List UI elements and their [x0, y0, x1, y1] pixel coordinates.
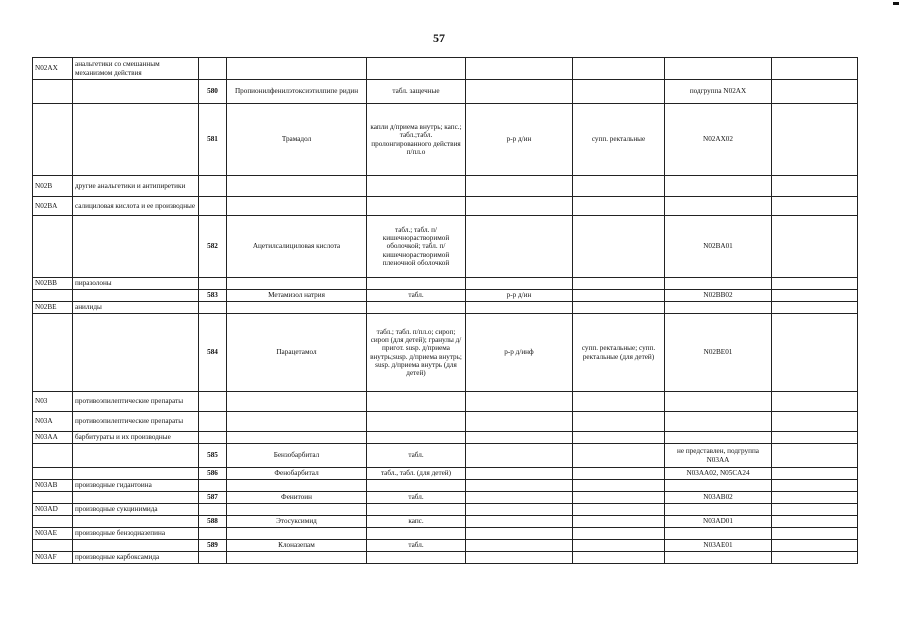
table-cell-dosage-form	[367, 432, 466, 444]
table-cell-code	[33, 80, 73, 104]
table-cell-other-form	[573, 80, 665, 104]
table-cell-empty	[772, 412, 858, 432]
table-cell-empty	[772, 432, 858, 444]
table-cell-other-form	[573, 468, 665, 480]
table-cell-code: N03	[33, 392, 73, 412]
table-cell-code: N02BA	[33, 197, 73, 216]
table-cell-injection-form	[466, 468, 573, 480]
table-cell-code: N03AB	[33, 480, 73, 492]
table-cell-group-name	[73, 444, 199, 468]
table-cell-drug-name	[227, 302, 367, 314]
table-cell-empty	[772, 216, 858, 278]
table-cell-dosage-form	[367, 552, 466, 564]
table-cell-number: 589	[199, 540, 227, 552]
table-cell-group-name: салициловая кислота и ее производные	[73, 197, 199, 216]
table-row	[33, 504, 858, 516]
table-cell-code	[33, 314, 73, 392]
table-cell-number	[199, 176, 227, 197]
table-row	[33, 290, 858, 302]
table-cell-number	[199, 197, 227, 216]
table-cell-dosage-form	[367, 480, 466, 492]
table-cell-atc-code: N03AB02	[665, 492, 772, 504]
table-cell-code	[33, 104, 73, 176]
table-row	[33, 216, 858, 278]
table-cell-drug-name	[227, 278, 367, 290]
table-cell-dosage-form	[367, 197, 466, 216]
table-cell-empty	[772, 104, 858, 176]
table-cell-injection-form	[466, 528, 573, 540]
table-cell-atc-code: подгруппа N02AX	[665, 80, 772, 104]
table-cell-number: 585	[199, 444, 227, 468]
table-cell-empty	[772, 516, 858, 528]
table-cell-group-name: другие анальгетики и антипиретики	[73, 176, 199, 197]
table-cell-drug-name	[227, 197, 367, 216]
table-row	[33, 412, 858, 432]
page-number: 57	[433, 31, 445, 45]
table-cell-drug-name	[227, 480, 367, 492]
table-row	[33, 104, 858, 176]
table-cell-code: N02BE	[33, 302, 73, 314]
table-cell-injection-form	[466, 516, 573, 528]
table-cell-number	[199, 412, 227, 432]
table-cell-drug-name	[227, 432, 367, 444]
table-cell-empty	[772, 197, 858, 216]
table-cell-injection-form	[466, 444, 573, 468]
table-cell-drug-name: Трамадол	[227, 104, 367, 176]
table-cell-group-name	[73, 290, 199, 302]
table-cell-injection-form	[466, 278, 573, 290]
table-row	[33, 392, 858, 412]
table-cell-other-form	[573, 540, 665, 552]
table-cell-empty	[772, 528, 858, 540]
table-cell-dosage-form: капли д/приема внутрь; капс.; табл.;табл. пролонгированного действия п/пл.о	[367, 104, 466, 176]
table-cell-empty	[772, 314, 858, 392]
table-cell-number	[199, 58, 227, 80]
table-cell-other-form	[573, 432, 665, 444]
table-cell-dosage-form	[367, 412, 466, 432]
table-cell-group-name: противоэпилептические препараты	[73, 412, 199, 432]
table-cell-other-form	[573, 492, 665, 504]
table-cell-code	[33, 290, 73, 302]
table-cell-number	[199, 432, 227, 444]
table-cell-drug-name	[227, 58, 367, 80]
table-cell-injection-form	[466, 504, 573, 516]
table-cell-dosage-form	[367, 278, 466, 290]
table-cell-empty	[772, 302, 858, 314]
table-row	[33, 432, 858, 444]
table-cell-other-form	[573, 58, 665, 80]
table-cell-dosage-form	[367, 302, 466, 314]
table-cell-other-form	[573, 552, 665, 564]
table-cell-other-form: супп. ректальные; супп. ректальные (для детей)	[573, 314, 665, 392]
table-cell-other-form	[573, 412, 665, 432]
table-cell-injection-form	[466, 80, 573, 104]
table-cell-drug-name: Пропионилфенилэтоксиэтилпипе ридин	[227, 80, 367, 104]
table-cell-atc-code	[665, 480, 772, 492]
table-cell-injection-form	[466, 197, 573, 216]
table-cell-atc-code: N02AX02	[665, 104, 772, 176]
table-cell-empty	[772, 552, 858, 564]
table-cell-dosage-form: табл., табл. (для детей)	[367, 468, 466, 480]
table-cell-drug-name: Парацетамол	[227, 314, 367, 392]
drug-table	[32, 57, 858, 564]
table-cell-dosage-form	[367, 504, 466, 516]
table-cell-atc-code	[665, 278, 772, 290]
table-cell-drug-name: Бензобарбитал	[227, 444, 367, 468]
table-row	[33, 444, 858, 468]
table-cell-other-form	[573, 392, 665, 412]
table-cell-atc-code	[665, 412, 772, 432]
table-cell-dosage-form: табл.	[367, 290, 466, 302]
table-cell-drug-name	[227, 504, 367, 516]
table-cell-empty	[772, 392, 858, 412]
table-cell-group-name: производные сукцинимида	[73, 504, 199, 516]
table-cell-empty	[772, 444, 858, 468]
table-row	[33, 176, 858, 197]
table-cell-dosage-form: табл.; табл. п/кишечнорастворимой оболочкой; табл. п/кишечнорастворимой пленочной оболочкой	[367, 216, 466, 278]
table-cell-group-name: барбитураты и их производные	[73, 432, 199, 444]
table-cell-other-form	[573, 528, 665, 540]
table-cell-atc-code: не представлен, подгруппа N03AA	[665, 444, 772, 468]
table-cell-other-form	[573, 480, 665, 492]
table-cell-number: 580	[199, 80, 227, 104]
table-cell-injection-form	[466, 540, 573, 552]
table-cell-group-name: производные гидантоина	[73, 480, 199, 492]
table-cell-other-form	[573, 444, 665, 468]
table-cell-dosage-form	[367, 392, 466, 412]
table-cell-dosage-form	[367, 58, 466, 80]
table-cell-injection-form	[466, 392, 573, 412]
table-cell-group-name: производные карбоксамида	[73, 552, 199, 564]
table-cell-group-name	[73, 492, 199, 504]
table-cell-number	[199, 480, 227, 492]
table-cell-dosage-form: табл.	[367, 444, 466, 468]
table-cell-other-form	[573, 516, 665, 528]
table-cell-group-name: анилиды	[73, 302, 199, 314]
table-cell-atc-code	[665, 58, 772, 80]
table-cell-code: N02BB	[33, 278, 73, 290]
table-cell-code	[33, 492, 73, 504]
table-cell-dosage-form: табл.	[367, 540, 466, 552]
table-cell-atc-code	[665, 432, 772, 444]
table-row	[33, 314, 858, 392]
table-cell-dosage-form: табл. защечные	[367, 80, 466, 104]
table-cell-other-form	[573, 216, 665, 278]
table-cell-group-name: пиразолоны	[73, 278, 199, 290]
table-cell-other-form	[573, 278, 665, 290]
table-cell-drug-name: Этосуксимид	[227, 516, 367, 528]
table-cell-number: 584	[199, 314, 227, 392]
table-cell-number	[199, 552, 227, 564]
table-cell-drug-name	[227, 412, 367, 432]
table-cell-drug-name: Фенитоин	[227, 492, 367, 504]
table-cell-group-name: анальгетики со смешанным механизмом действия	[73, 58, 199, 80]
table-cell-injection-form	[466, 480, 573, 492]
table-cell-dosage-form	[367, 528, 466, 540]
scan-mark	[893, 2, 899, 5]
table-cell-number: 586	[199, 468, 227, 480]
table-cell-drug-name: Метамизол натрия	[227, 290, 367, 302]
table-cell-number: 583	[199, 290, 227, 302]
table-cell-injection-form: р-р д/ин	[466, 104, 573, 176]
table-cell-atc-code: N03AE01	[665, 540, 772, 552]
table-cell-injection-form	[466, 176, 573, 197]
table-cell-empty	[772, 468, 858, 480]
table-cell-number	[199, 504, 227, 516]
table-cell-number	[199, 302, 227, 314]
table-cell-other-form	[573, 176, 665, 197]
table-row	[33, 80, 858, 104]
table-cell-code: N03AF	[33, 552, 73, 564]
table-cell-atc-code	[665, 176, 772, 197]
table-cell-number: 581	[199, 104, 227, 176]
table-cell-drug-name: Фенобарбитал	[227, 468, 367, 480]
table-cell-empty	[772, 540, 858, 552]
table-cell-atc-code: N03AD01	[665, 516, 772, 528]
table-cell-empty	[772, 58, 858, 80]
table-row	[33, 58, 858, 80]
table-cell-group-name	[73, 104, 199, 176]
table-cell-atc-code: N02BE01	[665, 314, 772, 392]
table-cell-group-name: противоэпилептические препараты	[73, 392, 199, 412]
table-cell-number: 588	[199, 516, 227, 528]
table-row	[33, 278, 858, 290]
table-cell-empty	[772, 480, 858, 492]
table-cell-empty	[772, 80, 858, 104]
table-cell-group-name: производные бензодиазепина	[73, 528, 199, 540]
table-cell-group-name	[73, 80, 199, 104]
table-cell-atc-code	[665, 197, 772, 216]
table-cell-injection-form	[466, 216, 573, 278]
table-cell-code	[33, 468, 73, 480]
table-cell-empty	[772, 278, 858, 290]
table-row	[33, 528, 858, 540]
table-cell-code: N03AE	[33, 528, 73, 540]
table-cell-empty	[772, 290, 858, 302]
table-cell-empty	[772, 504, 858, 516]
table-cell-drug-name: Клоназепам	[227, 540, 367, 552]
table-cell-empty	[772, 492, 858, 504]
table-cell-group-name	[73, 314, 199, 392]
table-cell-group-name	[73, 216, 199, 278]
table-cell-other-form: супп. ректальные	[573, 104, 665, 176]
table-cell-injection-form	[466, 432, 573, 444]
table-cell-drug-name	[227, 552, 367, 564]
table-cell-injection-form	[466, 492, 573, 504]
table-cell-injection-form: р-р д/инф	[466, 314, 573, 392]
table-row	[33, 468, 858, 480]
table-cell-code: N03A	[33, 412, 73, 432]
table-cell-code: N02AX	[33, 58, 73, 80]
table-row	[33, 197, 858, 216]
table-cell-dosage-form: табл.	[367, 492, 466, 504]
table-cell-code: N02B	[33, 176, 73, 197]
table-cell-injection-form	[466, 58, 573, 80]
table-cell-code: N03AA	[33, 432, 73, 444]
table-cell-number	[199, 528, 227, 540]
table-cell-group-name	[73, 468, 199, 480]
table-cell-code	[33, 216, 73, 278]
table-cell-injection-form	[466, 302, 573, 314]
table-cell-empty	[772, 176, 858, 197]
table-row	[33, 516, 858, 528]
table-row	[33, 302, 858, 314]
table-cell-code: N03AD	[33, 504, 73, 516]
table-cell-atc-code	[665, 392, 772, 412]
table-cell-other-form	[573, 290, 665, 302]
table-cell-group-name	[73, 516, 199, 528]
table-cell-other-form	[573, 504, 665, 516]
table-cell-atc-code: N03AA02, N05CA24	[665, 468, 772, 480]
table-cell-injection-form	[466, 552, 573, 564]
table-cell-drug-name	[227, 528, 367, 540]
table-cell-number: 582	[199, 216, 227, 278]
table-cell-dosage-form	[367, 176, 466, 197]
table-row	[33, 552, 858, 564]
table-cell-atc-code	[665, 552, 772, 564]
table-cell-code	[33, 444, 73, 468]
table-cell-atc-code: N02BA01	[665, 216, 772, 278]
table-cell-atc-code	[665, 302, 772, 314]
table-cell-number	[199, 278, 227, 290]
table-cell-other-form	[573, 197, 665, 216]
table-cell-injection-form	[466, 412, 573, 432]
table-cell-dosage-form: табл.; табл. п/пл.о; сироп; сироп (для детей); гранулы д/пригот. susp. д/приема внутрь;susp. д/приема внутрь; susp. д/приема внутрь (для детей)	[367, 314, 466, 392]
table-cell-drug-name	[227, 392, 367, 412]
table-cell-number	[199, 392, 227, 412]
table-row	[33, 480, 858, 492]
table-cell-injection-form: р-р д/ин	[466, 290, 573, 302]
table-cell-dosage-form: капс.	[367, 516, 466, 528]
table-cell-drug-name: Ацетилсалициловая кислота	[227, 216, 367, 278]
table-cell-other-form	[573, 302, 665, 314]
table-cell-atc-code: N02BB02	[665, 290, 772, 302]
table-cell-group-name	[73, 540, 199, 552]
table-row	[33, 540, 858, 552]
table-cell-drug-name	[227, 176, 367, 197]
table-cell-atc-code	[665, 504, 772, 516]
table-cell-number: 587	[199, 492, 227, 504]
table-cell-atc-code	[665, 528, 772, 540]
table-cell-code	[33, 516, 73, 528]
table-cell-code	[33, 540, 73, 552]
table-row	[33, 492, 858, 504]
